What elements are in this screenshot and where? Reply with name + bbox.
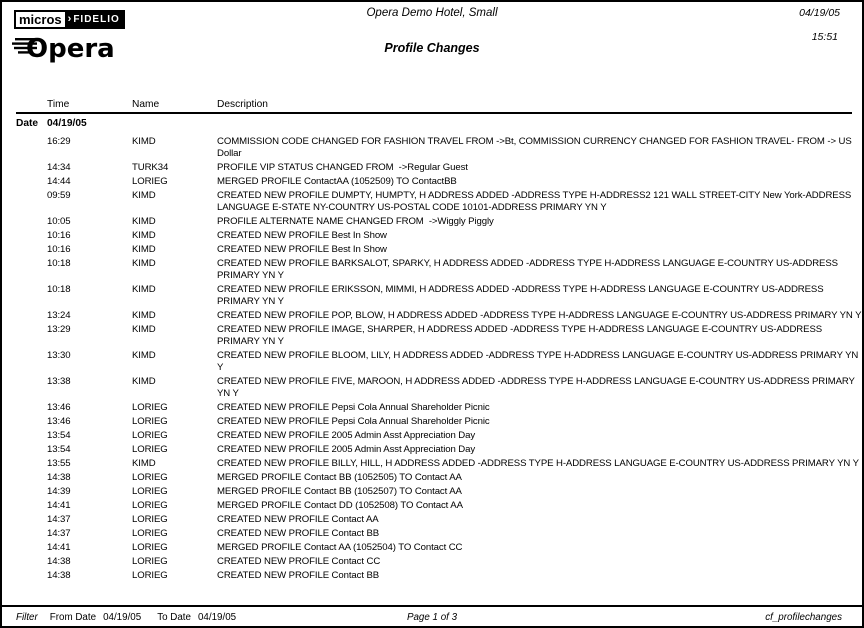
row-description: CREATED NEW PROFILE FIVE, MAROON, H ADDRESS ADDED -ADDRESS TYPE H-ADDRESS LANGUAGE E-COUNTRY US-ADDRESS PRIMARY YN Y [217, 376, 858, 399]
table-row [2, 176, 862, 188]
row-description: CREATED NEW PROFILE Contact BB [217, 528, 380, 539]
row-description: PROFILE ALTERNATE NAME CHANGED FROM ->Wiggly Piggly [217, 216, 494, 227]
row-name: LORIEG [132, 472, 168, 483]
rows-container [2, 136, 862, 584]
row-description: CREATED NEW PROFILE Contact AA [217, 514, 379, 525]
to-date-label: To Date [157, 612, 191, 623]
row-name: LORIEG [132, 416, 168, 427]
date-group-label: Date [16, 118, 39, 129]
row-description: MERGED PROFILE Contact AA (1052504) TO Contact CC [217, 542, 463, 553]
table-row [2, 244, 862, 256]
row-name: LORIEG [132, 528, 168, 539]
header-rule [16, 112, 852, 114]
table-row [2, 162, 862, 174]
row-time: 13:55 [47, 458, 71, 469]
to-date-value: 04/19/05 [197, 612, 237, 623]
row-name: LORIEG [132, 444, 168, 455]
table-row [2, 556, 862, 568]
row-time: 13:46 [47, 416, 71, 427]
row-time: 13:29 [47, 324, 71, 335]
row-description: MERGED PROFILE ContactAA (1052509) TO ContactBB [217, 176, 457, 187]
row-description: CREATED NEW PROFILE POP, BLOW, H ADDRESS ADDED -ADDRESS TYPE H-ADDRESS LANGUAGE E-COUNTRY US-ADDRESS PRIMARY YN Y [217, 310, 862, 321]
row-description: CREATED NEW PROFILE BARKSALOT, SPARKY, H ADDRESS ADDED -ADDRESS TYPE H-ADDRESS LANGUAGE E-COUNTRY US-ADDRESS PRIMARY YN Y [217, 258, 841, 281]
from-date-value: 04/19/05 [103, 612, 142, 623]
row-time: 14:38 [47, 556, 71, 567]
row-description: CREATED NEW PROFILE BILLY, HILL, H ADDRESS ADDED -ADDRESS TYPE H-ADDRESS LANGUAGE E-COUNTRY US-ADDRESS PRIMARY YN Y [217, 458, 859, 469]
row-description: COMMISSION CODE CHANGED FOR FASHION TRAVEL FROM ->Bt, COMMISSION CURRENCY CHANGED FOR FASHION TRAVEL- FROM -> US Dollar [217, 136, 855, 159]
row-description: CREATED NEW PROFILE BLOOM, LILY, H ADDRESS ADDED -ADDRESS TYPE H-ADDRESS LANGUAGE E-COUNTRY US-ADDRESS PRIMARY YN Y [217, 350, 861, 373]
table-row [2, 514, 862, 526]
row-time: 13:46 [47, 402, 71, 413]
table-row [2, 458, 862, 470]
table-row [2, 258, 862, 282]
row-time: 13:24 [47, 310, 71, 321]
report-time: 15:51 [811, 31, 838, 43]
row-time: 13:54 [47, 444, 71, 455]
row-description: CREATED NEW PROFILE DUMPTY, HUMPTY, H ADDRESS ADDED -ADDRESS TYPE H-ADDRESS2 121 WALL STREET-CITY New York-ADDRESS LANGUAGE E-STATE NY-COUNTRY US-POSTAL CODE 10101-ADDRESS PRIMARY YN Y [217, 190, 854, 213]
row-name: TURK34 [132, 162, 169, 173]
row-time: 14:38 [47, 570, 71, 581]
date-group-value: 04/19/05 [47, 118, 87, 129]
micros-label: micros [14, 10, 67, 29]
table-row [2, 350, 862, 374]
row-time: 09:59 [47, 190, 71, 201]
row-name: KIMD [132, 258, 156, 269]
row-description: CREATED NEW PROFILE ERIKSSON, MIMMI, H ADDRESS ADDED -ADDRESS TYPE H-ADDRESS LANGUAGE E-COUNTRY US-ADDRESS PRIMARY YN Y [217, 284, 827, 307]
footer-rule [2, 605, 862, 607]
row-time: 14:41 [47, 500, 71, 511]
table-row [2, 284, 862, 308]
row-name: KIMD [132, 376, 156, 387]
row-time: 14:38 [47, 472, 71, 483]
row-description: MERGED PROFILE Contact BB (1052505) TO Contact AA [217, 472, 462, 483]
column-header-time: Time [47, 99, 70, 110]
from-date-label: From Date [49, 612, 97, 623]
table-row [2, 472, 862, 484]
table-row [2, 500, 862, 512]
row-time: 13:54 [47, 430, 71, 441]
row-name: LORIEG [132, 542, 168, 553]
column-header-description: Description [217, 99, 268, 110]
row-description: CREATED NEW PROFILE Pepsi Cola Annual Shareholder Picnic [217, 402, 490, 413]
row-time: 14:37 [47, 514, 71, 525]
row-name: LORIEG [132, 500, 168, 511]
table-row [2, 310, 862, 322]
row-time: 10:16 [47, 230, 71, 241]
table-row [2, 486, 862, 498]
table-row [2, 416, 862, 428]
table-row [2, 376, 862, 400]
row-name: KIMD [132, 458, 156, 469]
table-row [2, 230, 862, 242]
chevron-right-icon: › [67, 13, 73, 25]
column-header-name: Name [132, 99, 160, 110]
row-time: 14:44 [47, 176, 71, 187]
table-row [2, 444, 862, 456]
row-time: 13:30 [47, 350, 71, 361]
row-time: 10:05 [47, 216, 71, 227]
table-row [2, 190, 862, 214]
row-name: LORIEG [132, 176, 168, 187]
row-description: CREATED NEW PROFILE Contact BB [217, 570, 380, 581]
row-description: CREATED NEW PROFILE Best In Show [217, 230, 387, 241]
row-time: 10:18 [47, 258, 71, 269]
row-time: 16:29 [47, 136, 71, 147]
svg-text:Opera: Opera [26, 34, 115, 63]
row-name: KIMD [132, 136, 156, 147]
table-row [2, 136, 862, 160]
row-description: CREATED NEW PROFILE IMAGE, SHARPER, H ADDRESS ADDED -ADDRESS TYPE H-ADDRESS LANGUAGE E-COUNTRY US-ADDRESS PRIMARY YN Y [217, 324, 825, 347]
row-name: KIMD [132, 190, 156, 201]
row-name: LORIEG [132, 514, 168, 525]
table-row [2, 542, 862, 554]
row-name: KIMD [132, 284, 156, 295]
row-time: 14:41 [47, 542, 71, 553]
hotel-name: Opera Demo Hotel, Small [366, 7, 498, 19]
row-description: CREATED NEW PROFILE Best In Show [217, 244, 387, 255]
row-time: 14:34 [47, 162, 71, 173]
report-code: cf_profilechanges [765, 612, 842, 623]
row-description: PROFILE VIP STATUS CHANGED FROM ->Regular Guest [217, 162, 468, 173]
table-row [2, 570, 862, 582]
table-row [2, 216, 862, 228]
table-row [2, 430, 862, 442]
row-description: CREATED NEW PROFILE 2005 Admin Asst Appreciation Day [217, 444, 476, 455]
row-name: LORIEG [132, 556, 168, 567]
row-time: 14:37 [47, 528, 71, 539]
row-time: 13:38 [47, 376, 71, 387]
table-row [2, 528, 862, 540]
row-time: 10:18 [47, 284, 71, 295]
fidelio-label: › FIDELIO [67, 10, 125, 29]
row-name: KIMD [132, 230, 156, 241]
table-row [2, 324, 862, 348]
report-title: Profile Changes [384, 41, 480, 55]
row-name: KIMD [132, 324, 156, 335]
row-description: CREATED NEW PROFILE Contact CC [217, 556, 381, 567]
row-name: KIMD [132, 244, 156, 255]
filter-label: Filter [16, 612, 38, 623]
row-time: 10:16 [47, 244, 71, 255]
row-description: CREATED NEW PROFILE 2005 Admin Asst Appreciation Day [217, 430, 476, 441]
row-description: CREATED NEW PROFILE Pepsi Cola Annual Shareholder Picnic [217, 416, 490, 427]
row-description: MERGED PROFILE Contact DD (1052508) TO Contact AA [217, 500, 463, 511]
report-date: 04/19/05 [799, 7, 840, 19]
row-name: LORIEG [132, 486, 168, 497]
row-name: KIMD [132, 350, 156, 361]
row-name: KIMD [132, 310, 156, 321]
row-name: LORIEG [132, 570, 168, 581]
row-description: MERGED PROFILE Contact BB (1052507) TO Contact AA [217, 486, 462, 497]
row-name: KIMD [132, 216, 156, 227]
row-name: LORIEG [132, 402, 168, 413]
row-time: 14:39 [47, 486, 71, 497]
page-number: Page 1 of 3 [406, 612, 458, 623]
row-name: LORIEG [132, 430, 168, 441]
table-row [2, 402, 862, 414]
